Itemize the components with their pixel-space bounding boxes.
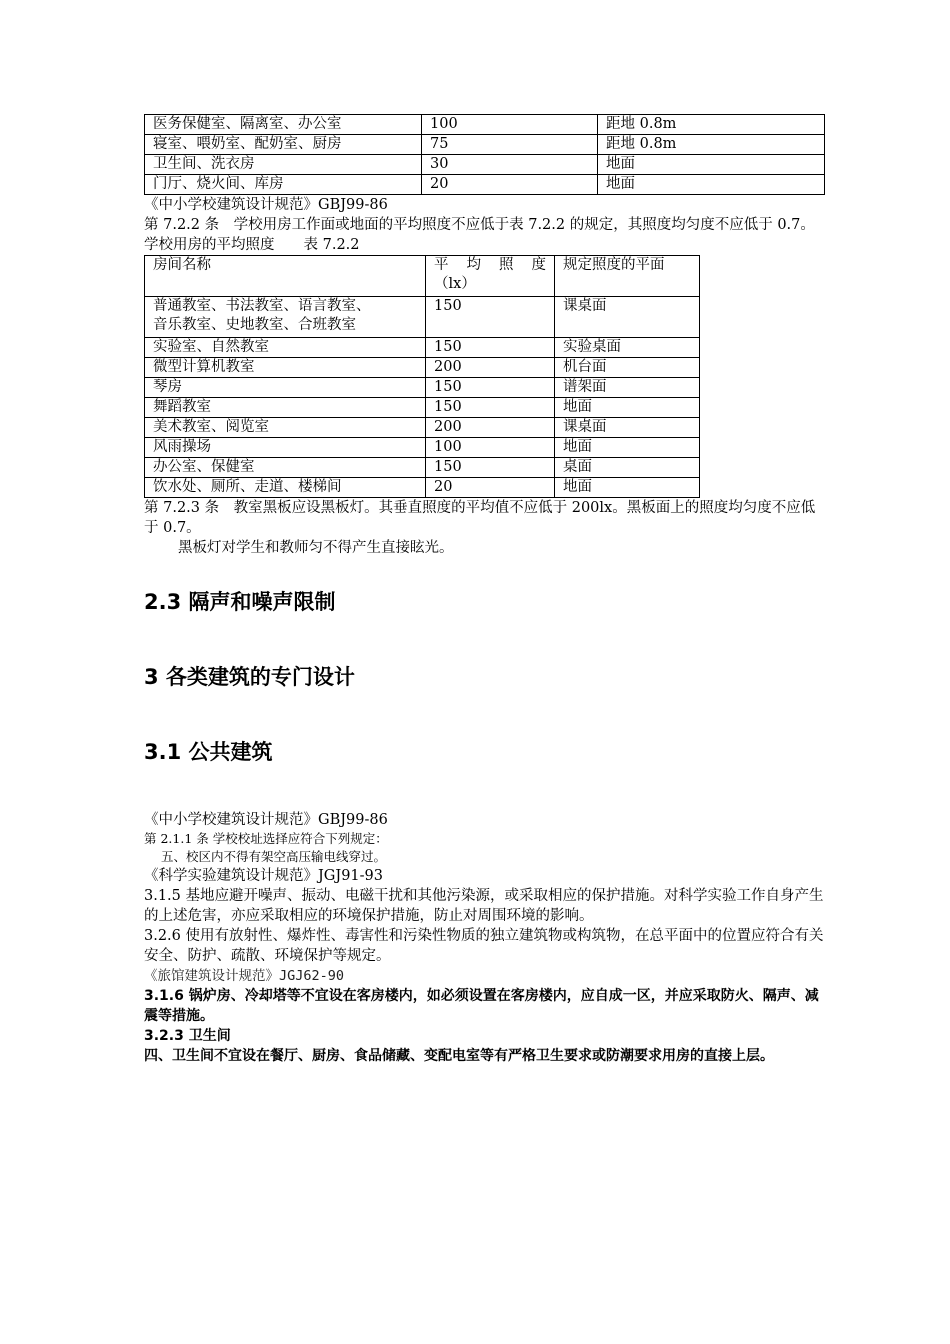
table-cell: 美术教室、阅览室	[145, 418, 426, 438]
column-header-illuminance	[426, 256, 555, 297]
header-line: 平均照度	[434, 257, 546, 273]
cell-line: 音乐教室、史地教室、合班教室	[153, 317, 356, 333]
clause-2-1-1: 第 2.1.1 条 学校校址选择应符合下列规定：	[144, 831, 388, 846]
table-cell: 100	[426, 438, 555, 458]
table-cell: 医务保健室、隔离室、办公室	[145, 115, 422, 135]
heading-3-1: 3.1 公共建筑	[144, 740, 273, 764]
table-cell: 实验室、自然教室	[145, 338, 426, 358]
table-row	[145, 155, 825, 175]
heading-3: 3 各类建筑的专门设计	[144, 665, 355, 689]
table-row	[145, 135, 825, 155]
table-cell: 150	[426, 398, 555, 418]
table-cell: 地面	[555, 398, 700, 418]
table-cell: 课桌面	[555, 418, 700, 438]
table-cell: 200	[426, 418, 555, 438]
clause-7-2-3: 第 7.2.3 条 教室黑板应设黑板灯。其垂直照度的平均值不应低于 200lx。黑板面上的照度均匀度不应低于 0.7。	[144, 500, 816, 536]
heading-2-3: 2.3 隔声和噪声限制	[144, 590, 336, 614]
table-cell: 桌面	[555, 458, 700, 478]
reference-jgj62: 《旅馆建筑设计规范》JGJ62-90	[144, 968, 345, 984]
table-cell: 距地 0.8m	[598, 115, 825, 135]
table-cell: 200	[426, 358, 555, 378]
table-row	[145, 115, 825, 135]
clause-3-2-3-title: 3.2.3 卫生间	[144, 1028, 231, 1044]
reference-jgj91: 《科学实验建筑设计规范》JGJ91-93	[144, 868, 384, 884]
reference-gbj99-2: 《中小学校建筑设计规范》GBJ99-86	[144, 812, 388, 828]
table-header-row	[145, 256, 700, 297]
table-cell: 卫生间、洗衣房	[145, 155, 422, 175]
table-row	[145, 458, 700, 478]
table-cell: 琴房	[145, 378, 426, 398]
cell-line: 普通教室、书法教室、语言教室、	[153, 298, 371, 314]
table-cell: 办公室、保健室	[145, 458, 426, 478]
column-header-plane: 规定照度的平面	[555, 256, 700, 297]
table-row	[145, 418, 700, 438]
header-unit: （lx）	[434, 276, 476, 292]
table-cell: 150	[426, 378, 555, 398]
table-cell: 舞蹈教室	[145, 398, 426, 418]
table-cell: 地面	[555, 478, 700, 498]
table-cell: 机台面	[555, 358, 700, 378]
table-cell: 150	[426, 338, 555, 358]
blackboard-note: 黑板灯对学生和教师匀不得产生直接眩光。	[178, 540, 454, 556]
document-body	[144, 114, 824, 1066]
illuminance-table-1	[144, 114, 825, 195]
table-cell: 地面	[555, 438, 700, 458]
clause-7-2-2: 第 7.2.2 条 学校用房工作面或地面的平均照度不应低于表 7.2.2 的规定，其照度均匀度不应低于 0.7。学校用房的平均照度 表 7.2.2	[144, 217, 815, 253]
table-cell: 150	[426, 458, 555, 478]
school-illuminance-table	[144, 255, 700, 498]
table-cell: 20	[422, 175, 598, 195]
table-row	[145, 478, 700, 498]
column-header-room: 房间名称	[145, 256, 426, 297]
table-cell	[145, 297, 426, 338]
table-cell: 饮水处、厕所、走道、楼梯间	[145, 478, 426, 498]
table-cell: 实验桌面	[555, 338, 700, 358]
clause-2-1-1-item-5: 五、校区内不得有架空高压输电线穿过。	[161, 849, 387, 864]
table-cell: 谱架面	[555, 378, 700, 398]
table-row	[145, 338, 700, 358]
table-row	[145, 175, 825, 195]
table-cell: 课桌面	[555, 297, 700, 338]
table-cell: 100	[422, 115, 598, 135]
table-row	[145, 398, 700, 418]
table-row	[145, 297, 700, 338]
table-cell: 150	[426, 297, 555, 338]
clause-3-2-6: 3.2.6 使用有放射性、爆炸性、毒害性和污染性物质的独立建筑物或构筑物，在总平面中的位置应符合有关安全、防护、疏散、环境保护等规定。	[144, 928, 824, 964]
table-cell: 20	[426, 478, 555, 498]
reference-gbj99: 《中小学校建筑设计规范》GBJ99-86	[144, 197, 388, 213]
table-cell: 75	[422, 135, 598, 155]
table-cell: 寝室、喂奶室、配奶室、厨房	[145, 135, 422, 155]
table-row	[145, 358, 700, 378]
table-cell: 地面	[598, 175, 825, 195]
clause-3-2-3-item-4: 四、卫生间不宜设在餐厅、厨房、食品储藏、变配电室等有严格卫生要求或防潮要求用房的直接上层。	[144, 1048, 774, 1064]
table-row	[145, 378, 700, 398]
table-cell: 30	[422, 155, 598, 175]
clause-3-1-5: 3.1.5 基地应避开噪声、振动、电磁干扰和其他污染源，或采取相应的保护措施。对科学实验工作自身产生的上述危害，亦应采取相应的环境保护措施，防止对周围环境的影响。	[144, 888, 824, 924]
table-cell: 地面	[598, 155, 825, 175]
table-cell: 距地 0.8m	[598, 135, 825, 155]
table-row	[145, 438, 700, 458]
clause-3-1-6: 3.1.6 锅炉房、冷却塔等不宜设在客房楼内，如必须设置在客房楼内，应自成一区，并应采取防火、隔声、减震等措施。	[144, 988, 819, 1024]
table-cell: 微型计算机教室	[145, 358, 426, 378]
table-cell: 门厅、烧火间、库房	[145, 175, 422, 195]
table-cell: 风雨操场	[145, 438, 426, 458]
